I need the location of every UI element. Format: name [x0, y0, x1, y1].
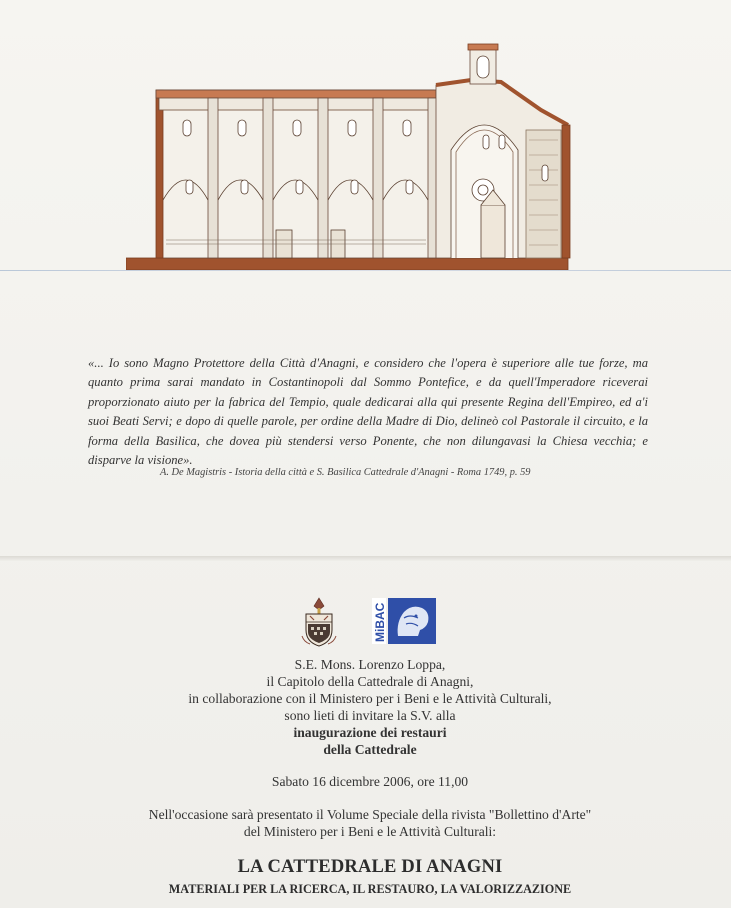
collaboration-line: in collaborazione con il Ministero per i Beni e le Attività Culturali, — [188, 691, 552, 706]
host-line: S.E. Mons. Lorenzo Loppa, — [294, 657, 446, 672]
invite-line: sono lieti di invitare la S.V. alla — [284, 708, 456, 723]
date-line: Sabato 16 dicembre 2006, ore 11,00 — [271, 774, 469, 789]
chapter-line: il Capitolo della Cattedrale di Anagni, — [266, 674, 474, 689]
event-title-line1: inaugurazione dei restauri — [293, 725, 447, 740]
presentation-line2: del Ministero per i Beni e le Attività Culturali: — [243, 824, 497, 839]
book-subtitle: MATERIALI PER LA RICERCA, IL RESTAURO, LA VALORIZZAZIONE — [168, 882, 572, 896]
book-title: LA CATTEDRALE DI ANAGNI — [237, 857, 503, 877]
cathedral-section-drawing — [126, 40, 576, 272]
quote-citation: A. De Magistris - Istoria della città e S. Basilica Cattedrale d'Anagni - Roma 1749, p. 59 — [160, 467, 531, 478]
fold-line-middle — [0, 556, 731, 562]
fold-line-top — [0, 270, 731, 271]
svg-text:MiBAC: MiBAC — [373, 602, 387, 642]
presentation-text — [80, 806, 660, 840]
invitation-text — [120, 656, 620, 758]
event-date — [120, 773, 620, 790]
event-title-line2: della Cattedrale — [323, 742, 417, 757]
historical-quote: «... Io sono Magno Protettore della Città d'Anagni, e considero che l'opera è superiore alle tue forze, ma quanto prima sarai mandato in Costantinopoli dal Sommo Pontefice, e da quell'Imperadore riceverai proporzionato aiuto per la fabrica del Tempio, quale dedicarai alla qui presente Regina dell'Empireo, ed a'i suoi Beati Servi; e dopo di quelle parole, per ordine della Madre di Dio, delineò col Pastorale il circuito, e la forma della Basilica, che dovea più stendersi verso Ponente, che non dilungavasi la Chiesa vecchia; e disparve la visione». — [88, 356, 648, 468]
presentation-line1: Nell'occasione sarà presentato il Volume Speciale della rivista "Bollettino d'Arte" — [148, 807, 592, 822]
logos-row — [300, 596, 450, 656]
mibac-logo-icon — [372, 598, 438, 644]
episcopal-crest-icon — [300, 596, 338, 648]
